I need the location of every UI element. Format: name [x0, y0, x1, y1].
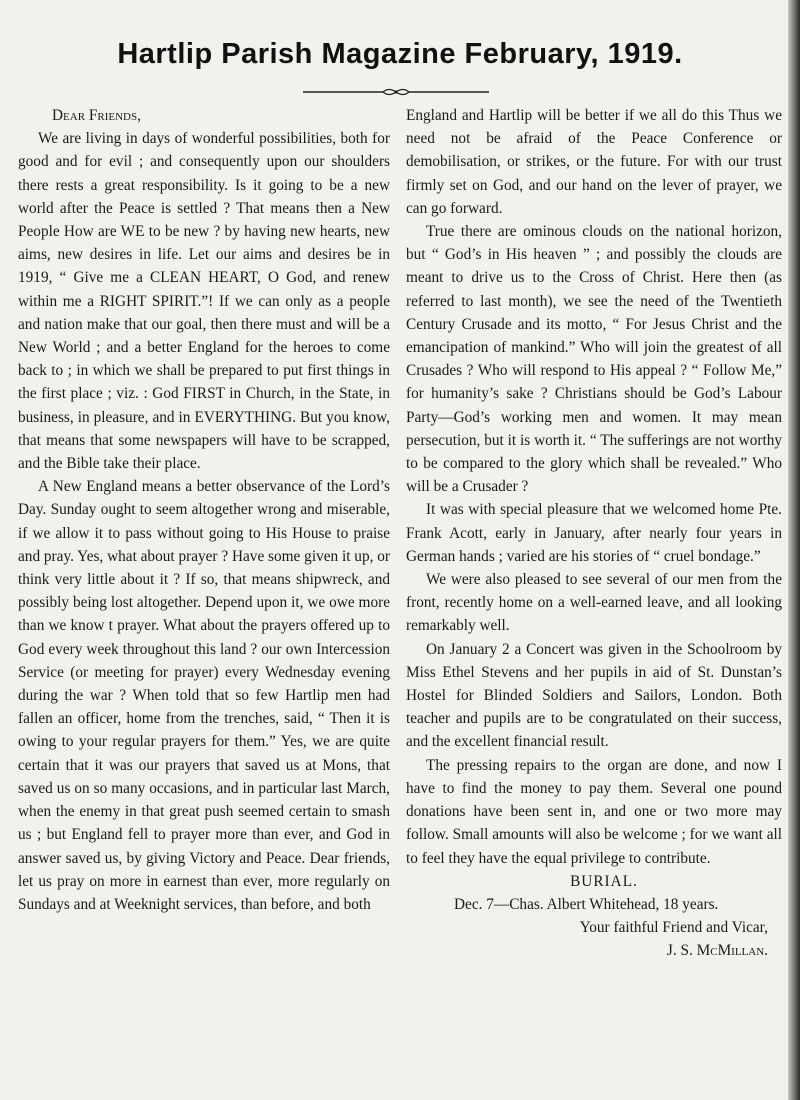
paragraph-new-world: We are living in days of wonderful possibilities, both for good and for evil ; and consequently upon our shoulders there rests a great responsibility. Is it going to be a new world after the Peace is settled ? That means then a New People How are WE to be new ? by having new hearts, new aims, new desires in life. Let our aims and desires be in 1919, “ Give me a CLEAN HEART, O God, and renew within me a RIGHT SPIRIT.”! If we can only as a people and nation make that our goal, then there must and will be a New World ; and a better England for the heroes to come back to ; in which we shall be prepared to put first things in the first place ; viz. : God FIRST in Church, in the State, in business, in pleasure, and in EVERYTHING. But you know, that means that some newspapers will have to be scrapped, and the Bible take their place.: [18, 130, 390, 473]
signature: J. S. McMillan.: [666, 942, 768, 960]
paragraph-men-from-front: We were also pleased to see several of our men from the front, recently home on a well-earned leave, and all looking remarkably well.: [406, 571, 782, 635]
closing-line: Your faithful Friend and Vicar,: [579, 919, 768, 937]
salutation: Dear Friends,: [52, 107, 141, 124]
binding-edge: [788, 0, 800, 1100]
paragraph-welcome-home: It was with special pleasure that we welcomed home Pte. Frank Acott, early in January, after nearly four years in German hands ; varied are his stories of “ cruel bondage.”: [406, 501, 782, 565]
burial-heading: BURIAL.: [570, 872, 638, 890]
paragraph-new-england: A New England means a better observance of the Lord’s Day. Sunday ought to seem altogether wrong and miserable, if we allow it to pass without going to His House to praise and pray. Yes, what about prayer ? Have some given it up, or think very little about it ? If so, that means shipwreck, and possibly being lost altogether. Depend upon it, we owe more than we know t prayer. What about the prayers offered up to God every week throughout this land ? our own Intercession Service (or meeting for prayer) every Wednesday evening during the war ? When told that so few Hartlip men had fallen an officer, home from the trenches, said, “ Then it is owing to your regular prayers for them.” Yes, we are quite certain that it was our prayers that saved us at Mons, that saved us on so many occasions, and in particular last March, when the enemy in that great push seemed certain to smash us ; but England fell to prayer more than ever, and God in answer saved us, by giving Victory and Peace. Dear friends, let us pray on more in earnest than ever, more regularly on Sundays and at Weeknight services, than before, and both: [18, 478, 390, 913]
paragraph-continuation: England and Hartlip will be better if we all do this Thus we need not be afraid of the Peace Conference or demobilisation, or strikes, or the future. For with our trust firmly set on God, and our hand on the lever of prayer, we can go forward.: [406, 107, 782, 217]
burial-entry: Dec. 7—Chas. Albert Whitehead, 18 years.: [454, 895, 719, 913]
ornament-divider-icon: [303, 87, 489, 97]
left-column: [18, 104, 390, 916]
right-column: [406, 104, 782, 963]
paragraph-concert: On January 2 a Concert was given in the Schoolroom by Miss Ethel Stevens and her pupils in aid of St. Dunstan’s Hostel for Blinded Soldiers and Sailors, London. Both teacher and pupils are to be congratulated on their success, and the excellent financial result.: [406, 640, 782, 751]
masthead: [0, 38, 800, 71]
paragraph-crusade: True there are ominous clouds on the national horizon, but “ God’s in His heaven ” ; and possibly the clouds are meant to drive us to the Cross of Christ. Here then (as referred to last month), we see the need of the Twentieth Century Crusade and its motto, “ For Jesus Christ and the emancipation of mankind.” Who will join the greatest of all Crusades ? Who will respond to His appeal ? “ Follow Me,” for humanity’s sake ? Christians should be God’s Labour Party—God’s working men and women. It may mean persecution, but it is worth it. “ The sufferings are not worthy to be compared to the glory which shall be revealed.” Who will be a Crusader ?: [406, 223, 782, 496]
paragraph-organ-repairs: The pressing repairs to the organ are done, and now I have to find the money to pay them. Several one pound donations have been sent in, and one or two more may follow. Small amounts will also be welcome ; for we want all to feel they have the equal privilege to contribute.: [406, 756, 782, 867]
page-title: Hartlip Parish Magazine February, 1919.: [117, 38, 683, 70]
